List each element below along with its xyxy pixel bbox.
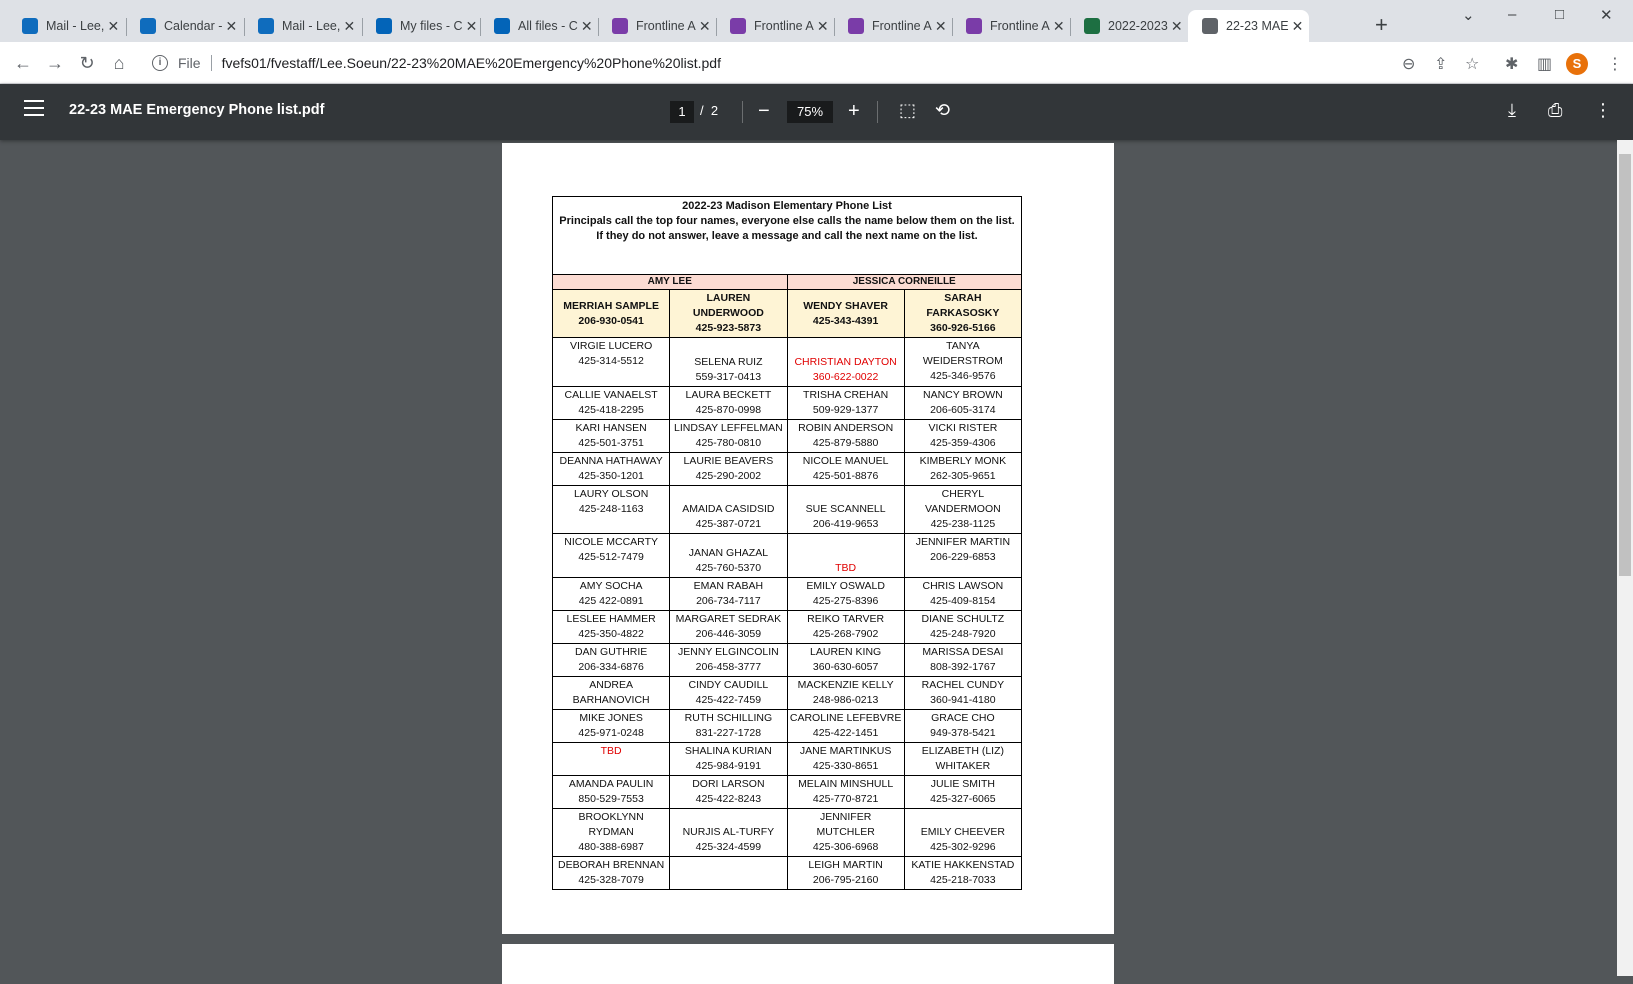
contact-cell <box>904 857 1021 890</box>
browser-tab[interactable] <box>8 10 126 42</box>
contact-phone: 808-392-1767 <box>930 661 996 673</box>
contact-cell <box>904 710 1021 743</box>
url-scheme: File <box>178 55 201 71</box>
contact-cell <box>553 677 670 710</box>
contact-cell <box>670 857 787 890</box>
contact-cell <box>553 644 670 677</box>
contact-phone: 206-605-3174 <box>930 404 996 416</box>
menu-icon[interactable] <box>24 100 44 121</box>
contact-phone: 425-314-5512 <box>578 355 644 367</box>
tab-close-icon[interactable]: ✕ <box>1170 17 1183 34</box>
contact-cell <box>553 809 670 857</box>
contact-phone: 425-218-7033 <box>930 874 996 886</box>
pdf-more-icon[interactable]: ⋮ <box>1594 100 1612 120</box>
globe-icon <box>1202 18 1218 34</box>
contact-cell <box>787 776 904 809</box>
contact-name: AMANDA PAULIN <box>568 778 654 790</box>
zoom-input[interactable]: 75% <box>787 101 833 123</box>
forward-button[interactable]: → <box>46 52 64 73</box>
contact-cell <box>553 710 670 743</box>
contact-phone: 425-248-1163 <box>578 503 644 515</box>
contact-phone: 425-302-9296 <box>930 841 996 853</box>
phone-list-table <box>552 196 1022 890</box>
contact-cell <box>670 534 787 578</box>
contact-phone: 425-346-9576 <box>930 370 996 382</box>
contact-name: NANCY BROWN <box>923 389 1003 401</box>
browser-tab[interactable] <box>716 10 834 42</box>
top-contact <box>670 290 787 338</box>
contact-name: TBD <box>600 745 622 757</box>
contact-cell <box>553 578 670 611</box>
pdf-page-1 <box>502 143 1114 934</box>
contact-cell <box>787 677 904 710</box>
contact-cell <box>553 534 670 578</box>
contact-name: RUTH SCHILLING <box>684 712 773 724</box>
contact-cell <box>553 776 670 809</box>
contact-name: LAURIE BEAVERS <box>683 455 774 467</box>
contact-cell <box>904 387 1021 420</box>
contact-phone: 360-630-6057 <box>812 661 879 673</box>
contact-name: GRACE CHO <box>931 712 995 724</box>
pdf-title: 22-23 MAE Emergency Phone list.pdf <box>69 102 325 118</box>
contact-cell <box>904 611 1021 644</box>
toolbar-divider <box>742 101 743 123</box>
tab-title: Frontline A <box>754 19 814 33</box>
frontline-icon <box>730 18 746 34</box>
tab-close-icon[interactable]: ✕ <box>225 17 238 34</box>
contact-name: KIMBERLY MONK <box>919 455 1007 467</box>
contact-cell <box>670 420 787 453</box>
frontline-icon <box>848 18 864 34</box>
contact-cell <box>904 486 1021 534</box>
side-panel-icon[interactable]: ▥ <box>1537 56 1553 73</box>
contact-cell <box>670 743 787 776</box>
tab-title: Calendar - <box>164 19 223 33</box>
fit-page-icon[interactable]: ⬚ <box>899 100 917 120</box>
table-row <box>553 710 1022 743</box>
contact-name: JULIE SMITH <box>930 778 995 790</box>
contact-cell <box>787 578 904 611</box>
contact-name: CHRISTIAN DAYTON <box>794 356 897 368</box>
contact-phone: 425-971-0248 <box>578 727 644 739</box>
contact-phone: 206-446-3059 <box>695 628 762 640</box>
contact-name: NURJIS AL-TURFY <box>682 826 775 838</box>
contact-cell <box>553 387 670 420</box>
back-button[interactable]: ← <box>14 52 32 73</box>
contact-phone: 425-760-5370 <box>695 562 762 574</box>
contact-cell <box>787 486 904 534</box>
contact-phone: 425 422-0891 <box>578 595 644 607</box>
page-separator: / <box>700 103 704 118</box>
contact-phone: 509-929-1377 <box>812 404 879 416</box>
contact-phone: 360-926-5166 <box>930 322 996 334</box>
contact-name: KATIE HAKKENSTAD <box>911 859 1015 871</box>
tab-strip <box>0 0 1633 42</box>
contact-cell <box>670 611 787 644</box>
contact-name: EMAN RABAH <box>693 580 764 592</box>
contact-name: JENNIFER MUTCHLER <box>816 811 875 838</box>
contact-cell <box>787 857 904 890</box>
contact-phone: 206-334-6876 <box>578 661 644 673</box>
contact-cell <box>904 776 1021 809</box>
contact-name: JANAN GHAZAL <box>688 547 769 559</box>
contact-phone: 425-770-8721 <box>812 793 879 805</box>
extensions-icon[interactable]: ✱ <box>1505 56 1519 73</box>
address-bar[interactable] <box>142 47 1372 79</box>
contact-phone: 425-984-9191 <box>695 760 762 772</box>
contact-phone: 425-409-8154 <box>930 595 996 607</box>
contact-phone: 425-512-7479 <box>578 551 644 563</box>
contact-name: LAURA BECKETT <box>685 389 772 401</box>
contact-cell <box>904 534 1021 578</box>
contact-cell <box>553 420 670 453</box>
profile-avatar[interactable]: S <box>1566 53 1588 75</box>
contact-cell <box>787 644 904 677</box>
tab-close-icon[interactable]: ✕ <box>465 17 478 34</box>
tab-close-icon[interactable]: ✕ <box>107 17 120 34</box>
outlook-icon <box>258 18 274 34</box>
table-row <box>553 387 1022 420</box>
contact-phone: 206-795-2160 <box>812 874 879 886</box>
onedrive-icon <box>376 18 392 34</box>
contact-cell <box>787 710 904 743</box>
contact-phone: 262-305-9651 <box>930 470 996 482</box>
contact-phone: 425-327-6065 <box>930 793 996 805</box>
contact-name: REIKO TARVER <box>807 613 885 625</box>
table-row <box>553 776 1022 809</box>
contact-name: LINDSAY LEFFELMAN <box>674 422 783 434</box>
contact-phone: 206-930-0541 <box>578 314 644 327</box>
close-window-button[interactable]: ✕ <box>1600 7 1613 24</box>
doc-instructions: Principals call the top four names, everyone else calls the name below them on the list. If they do not answer, leave a message and call the next name on the list. <box>559 215 1015 242</box>
contact-phone: 425-306-6968 <box>812 841 879 853</box>
contact-phone: 360-622-0022 <box>812 371 879 383</box>
contact-phone: 949-378-5421 <box>930 727 996 739</box>
contact-name: SHALINA KURIAN <box>684 745 772 757</box>
browser-tab[interactable] <box>952 10 1070 42</box>
contact-phone: 425-923-5873 <box>695 322 762 334</box>
home-button[interactable]: ⌂ <box>113 52 125 73</box>
contact-cell <box>670 338 787 387</box>
contact-name: TRISHA CREHAN <box>803 389 889 401</box>
contact-name: ANDREA BARHANOVICH <box>572 679 650 706</box>
contact-name: VICKI RISTER <box>928 422 998 434</box>
browser-toolbar <box>0 42 1633 84</box>
contact-name: MIKE JONES <box>579 712 643 724</box>
contact-name: MELAIN MINSHULL <box>798 778 894 790</box>
contact-cell <box>670 677 787 710</box>
scrollbar-thumb[interactable] <box>1619 154 1631 576</box>
contact-cell <box>904 743 1021 776</box>
contact-phone: 425-343-4391 <box>812 314 879 327</box>
tab-title: Mail - Lee, <box>46 19 105 33</box>
contact-cell <box>787 387 904 420</box>
contact-phone: 425-350-4822 <box>578 628 644 640</box>
contact-name: CAROLINE LEFEBVRE <box>789 712 902 724</box>
contact-cell <box>904 578 1021 611</box>
contact-phone: 559-317-0413 <box>695 371 762 383</box>
contact-phone: 425-275-8396 <box>812 595 879 607</box>
tab-close-icon[interactable]: ✕ <box>816 17 829 34</box>
contact-cell <box>553 486 670 534</box>
table-row <box>553 578 1022 611</box>
table-row <box>553 809 1022 857</box>
table-row <box>553 677 1022 710</box>
tab-close-icon[interactable]: ✕ <box>343 17 356 34</box>
browser-tab[interactable] <box>598 10 716 42</box>
table-row <box>553 486 1022 534</box>
contact-cell <box>553 338 670 387</box>
onedrive-icon <box>494 18 510 34</box>
table-row <box>553 644 1022 677</box>
contact-phone: 831-227-1728 <box>695 727 762 739</box>
zoom-icon[interactable]: ⊖ <box>1402 56 1416 73</box>
contact-name: MERRIAH SAMPLE <box>563 299 659 312</box>
contact-name: DEBORAH BRENNAN <box>558 859 665 871</box>
contact-phone: 360-941-4180 <box>930 694 996 706</box>
contact-name: JENNY ELGINCOLIN <box>678 646 779 658</box>
tab-title: My files - C <box>400 19 463 33</box>
tab-search-icon[interactable]: ⌄ <box>1462 7 1475 24</box>
table-row <box>553 338 1022 387</box>
contact-name: DEANNA HATHAWAY <box>559 455 663 467</box>
contact-cell <box>904 338 1021 387</box>
tab-title: Mail - Lee, <box>282 19 341 33</box>
tab-close-icon[interactable]: ✕ <box>698 17 711 34</box>
table-row <box>553 611 1022 644</box>
browser-tab[interactable] <box>480 10 598 42</box>
contact-cell <box>670 486 787 534</box>
contact-phone: 425-324-4599 <box>695 841 762 853</box>
tab-title: Frontline A <box>636 19 696 33</box>
contact-name: MARISSA DESAI <box>922 646 1004 658</box>
contact-phone: 425-330-8651 <box>812 760 879 772</box>
contact-name: SARAH FARKASOSKY <box>926 292 1000 319</box>
contact-cell <box>787 611 904 644</box>
browser-menu-icon[interactable]: ⋮ <box>1607 56 1623 73</box>
contact-name: JENNIFER MARTIN <box>915 536 1011 548</box>
contact-name: SELENA RUIZ <box>694 356 763 368</box>
share-icon[interactable]: ⇪ <box>1434 56 1448 73</box>
print-icon[interactable]: ⎙ <box>1548 100 1563 120</box>
contact-phone: 248-986-0213 <box>812 694 879 706</box>
contact-name: DAN GUTHRIE <box>574 646 648 658</box>
contact-cell <box>670 644 787 677</box>
tab-close-icon[interactable]: ✕ <box>1291 17 1304 34</box>
table-row <box>553 857 1022 890</box>
tab-title: 22-23 MAE <box>1226 19 1289 33</box>
contact-name: SUE SCANNELL <box>805 503 886 515</box>
browser-tab[interactable] <box>126 10 244 42</box>
bookmark-star-icon[interactable]: ☆ <box>1465 56 1480 73</box>
contact-phone: 425-418-2295 <box>578 404 644 416</box>
contact-phone: 425-350-1201 <box>578 470 644 482</box>
contact-cell <box>904 453 1021 486</box>
pdf-page-2 <box>502 944 1114 984</box>
contact-cell <box>787 809 904 857</box>
contact-name: DORI LARSON <box>692 778 765 790</box>
contact-phone: 480-388-6987 <box>578 841 644 853</box>
contact-cell <box>670 710 787 743</box>
contact-name: VIRGIE LUCERO <box>569 340 653 352</box>
contact-name: RACHEL CUNDY <box>921 679 1005 691</box>
contact-cell <box>787 453 904 486</box>
contact-name: LEIGH MARTIN <box>808 859 883 871</box>
site-info-icon[interactable]: i <box>152 55 168 71</box>
contact-cell <box>553 453 670 486</box>
table-header <box>553 197 1022 275</box>
tab-close-icon[interactable]: ✕ <box>1052 17 1065 34</box>
browser-tab[interactable] <box>1070 10 1188 42</box>
contact-name: EMILY OSWALD <box>806 580 885 592</box>
browser-tab[interactable] <box>834 10 952 42</box>
frontline-icon <box>966 18 982 34</box>
table-row <box>553 420 1022 453</box>
contact-phone: 425-501-8876 <box>812 470 879 482</box>
browser-tab[interactable] <box>244 10 362 42</box>
toolbar-divider <box>877 101 878 123</box>
new-tab-button[interactable]: + <box>1375 12 1388 37</box>
contact-name: TBD <box>835 562 857 574</box>
doc-title: 2022-23 Madison Elementary Phone List <box>682 200 892 212</box>
contact-phone: 206-229-6853 <box>930 551 996 563</box>
contact-phone: 425-387-0721 <box>695 518 762 530</box>
top-contact <box>904 290 1021 338</box>
contact-name: CHRIS LAWSON <box>922 580 1004 592</box>
contact-name: KARI HANSEN <box>575 422 647 434</box>
contact-cell <box>904 809 1021 857</box>
contact-cell <box>787 338 904 387</box>
contact-phone: 425-879-5880 <box>812 437 879 449</box>
tab-title: 2022-2023 <box>1108 19 1168 33</box>
contact-phone: 425-422-1451 <box>812 727 879 739</box>
page-total: 2 <box>710 103 719 118</box>
contact-cell <box>670 776 787 809</box>
contact-cell <box>670 453 787 486</box>
contact-name: ROBIN ANDERSON <box>798 422 894 434</box>
tab-close-icon[interactable]: ✕ <box>934 17 947 34</box>
outlook-icon <box>22 18 38 34</box>
zoom-in-button[interactable]: + <box>848 100 860 122</box>
contact-cell <box>787 534 904 578</box>
contact-name: AMY SOCHA <box>579 580 643 592</box>
contact-cell <box>553 857 670 890</box>
contact-phone: 425-422-8243 <box>695 793 762 805</box>
contact-name: BROOKLYNN RYDMAN <box>578 811 644 838</box>
url-text[interactable]: fvefs01/fvestaff/Lee.Soeun/22-23%20MAE%20Emergency%20Phone%20list.pdf <box>221 55 721 71</box>
contact-phone: 206-419-9653 <box>812 518 879 530</box>
principal-lead-1: AMY LEE <box>553 275 788 290</box>
contact-cell <box>670 809 787 857</box>
contact-phone: 425-359-4306 <box>930 437 996 449</box>
contact-cell <box>787 420 904 453</box>
contact-name: CHERYL VANDERMOON <box>925 488 1001 515</box>
contact-phone: 206-458-3777 <box>695 661 762 673</box>
reload-button[interactable]: ↻ <box>79 52 95 73</box>
contact-cell <box>670 387 787 420</box>
contact-name: JANE MARTINKUS <box>799 745 892 757</box>
table-row <box>553 743 1022 776</box>
rotate-icon[interactable]: ⟲ <box>935 100 951 120</box>
contact-phone: 425-248-7920 <box>930 628 996 640</box>
contact-name: CALLIE VANAELST <box>564 389 658 401</box>
contact-cell <box>904 644 1021 677</box>
contact-phone: 425-870-0998 <box>695 404 762 416</box>
contact-cell <box>904 677 1021 710</box>
contact-name: MARGARET SEDRAK <box>675 613 782 625</box>
calendar-icon <box>140 18 156 34</box>
contact-name: LAUREN UNDERWOOD <box>692 292 764 319</box>
contact-phone: 425-501-3751 <box>578 437 644 449</box>
minimize-button[interactable]: – <box>1508 6 1517 23</box>
contact-phone: 425-328-7079 <box>578 874 644 886</box>
table-row <box>553 534 1022 578</box>
contact-phone: 425-290-2002 <box>695 470 762 482</box>
contact-phone: 425-422-7459 <box>695 694 762 706</box>
zoom-out-button[interactable]: − <box>758 100 770 122</box>
contact-phone: 206-734-7117 <box>696 595 761 607</box>
contact-name: MACKENZIE KELLY <box>797 679 894 691</box>
top-contact <box>553 290 670 338</box>
contact-name: LESLEE HAMMER <box>566 613 656 625</box>
maximize-button[interactable]: □ <box>1555 6 1565 23</box>
contact-name: CINDY CAUDILL <box>688 679 769 691</box>
table-row <box>553 453 1022 486</box>
contact-name: EMILY CHEEVER <box>920 826 1005 838</box>
contact-cell <box>787 743 904 776</box>
excel-icon <box>1084 18 1100 34</box>
contact-name: WENDY SHAVER <box>803 299 889 312</box>
contact-phone: 425-780-0810 <box>695 437 762 449</box>
pdf-toolbar <box>0 84 1633 140</box>
frontline-icon <box>612 18 628 34</box>
contact-phone: 425-238-1125 <box>930 518 996 530</box>
page-number-input[interactable]: 1 <box>670 101 694 123</box>
contact-name: LAUREN KING <box>810 646 882 658</box>
contact-phone: 850-529-7553 <box>578 793 644 805</box>
contact-name: AMAIDA CASIDSID <box>682 503 775 515</box>
browser-tab[interactable] <box>1188 10 1309 42</box>
top-contact <box>787 290 904 338</box>
download-icon[interactable]: ⤓ <box>1508 100 1516 120</box>
principal-lead-2: JESSICA CORNEILLE <box>787 275 1022 290</box>
contact-cell <box>553 611 670 644</box>
contact-phone: 425-268-7902 <box>812 628 879 640</box>
contact-cell <box>553 743 670 776</box>
tab-title: Frontline A <box>990 19 1050 33</box>
url-divider <box>211 55 212 71</box>
tab-close-icon[interactable]: ✕ <box>580 17 593 34</box>
contact-name: NICOLE MCCARTY <box>564 536 658 548</box>
contact-name: TANYA WEIDERSTROM <box>922 340 1003 367</box>
browser-tab[interactable] <box>362 10 480 42</box>
tab-title: Frontline A <box>872 19 932 33</box>
page-count <box>700 103 718 118</box>
contact-cell <box>670 578 787 611</box>
contact-name: DIANE SCHULTZ <box>921 613 1005 625</box>
tab-title: All files - C <box>518 19 578 33</box>
contact-name: ELIZABETH (LIZ) WHITAKER <box>921 745 1004 772</box>
contact-name: NICOLE MANUEL <box>802 455 889 467</box>
contact-cell <box>904 420 1021 453</box>
contact-name: LAURY OLSON <box>573 488 649 500</box>
